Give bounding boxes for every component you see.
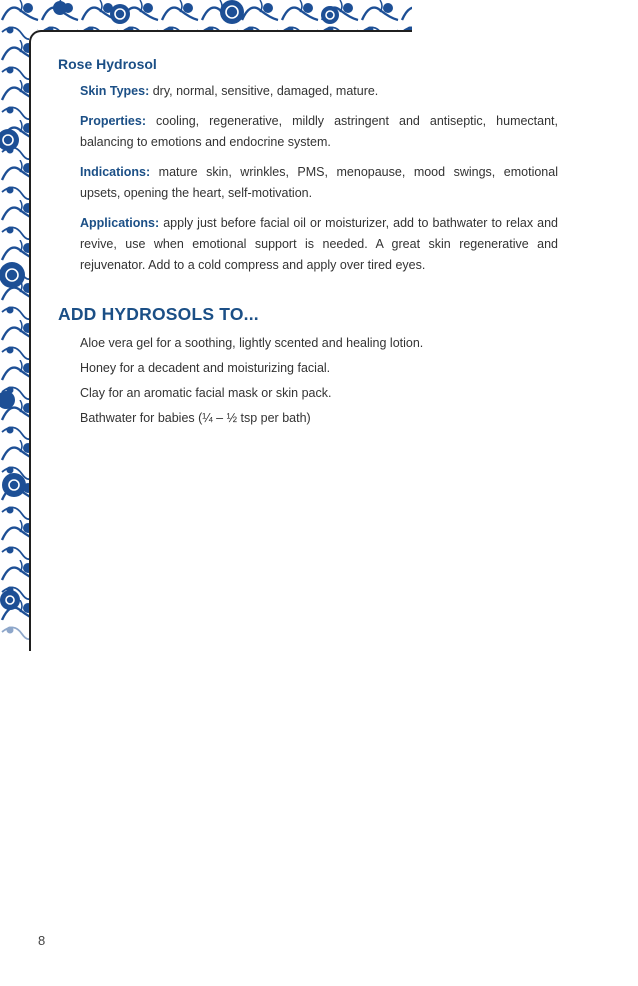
applications-entry <box>80 213 558 276</box>
applications-label: Applications: <box>80 216 160 230</box>
list-item: Clay for an aromatic facial mask or skin pack. <box>80 386 332 400</box>
frame-top-border <box>42 30 412 32</box>
indications-text: mature skin, wrinkles, PMS, menopause, mood swings, emotional upsets, opening the heart, self-motivation. <box>80 165 558 200</box>
skin-types-entry <box>80 81 558 102</box>
properties-label: Properties: <box>80 114 146 128</box>
skin-types-text: dry, normal, sensitive, damaged, mature. <box>152 84 379 98</box>
add-hydrosols-heading: ADD HYDROSOLS TO... <box>58 304 259 324</box>
indications-entry <box>80 162 558 204</box>
list-item: Honey for a decadent and moisturizing facial. <box>80 361 331 375</box>
page-content <box>58 56 558 433</box>
properties-entry <box>80 111 558 153</box>
section-title: Rose Hydrosol <box>58 56 157 72</box>
indications-label: Indications: <box>80 165 151 179</box>
frame-left-border <box>29 44 31 651</box>
page-number: 8 <box>38 933 46 948</box>
list-item: Bathwater for babies (¼ – ½ tsp per bath) <box>80 411 311 425</box>
skin-types-label: Skin Types: <box>80 84 150 98</box>
list-item: Aloe vera gel for a soothing, lightly scented and healing lotion. <box>80 336 424 350</box>
properties-text: cooling, regenerative, mildly astringent and antiseptic, humectant, balancing to emotions and endocrine system. <box>80 114 559 149</box>
applications-text: apply just before facial oil or moisturizer, add to bathwater to relax and revive, use when emotional support is needed. A great skin regenerative and rejuvenator. Add to a cold compress and apply over tired eyes. <box>80 216 558 272</box>
